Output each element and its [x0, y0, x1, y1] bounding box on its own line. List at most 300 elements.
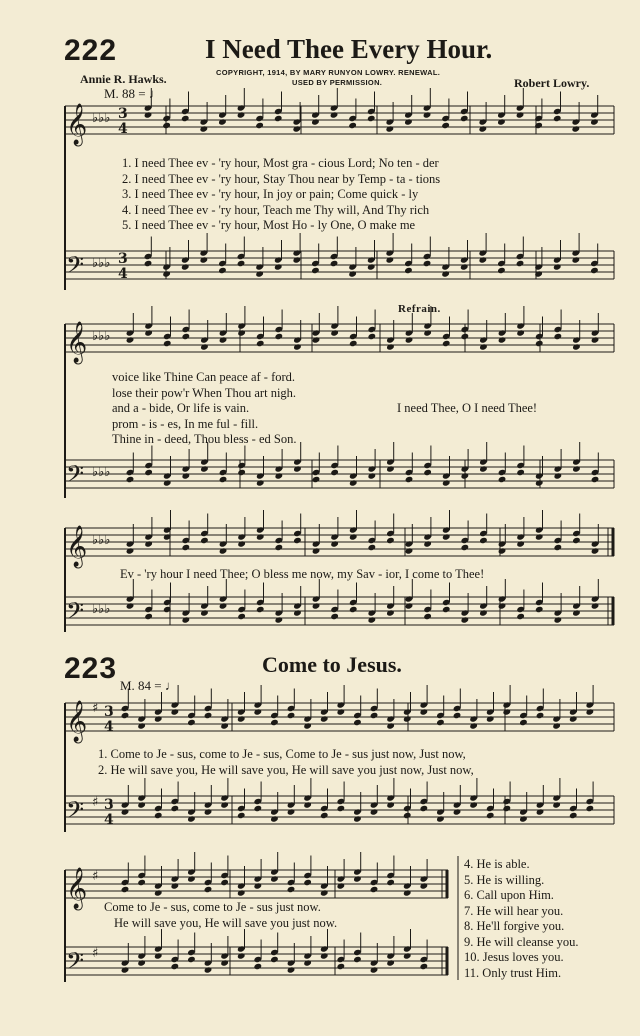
note-head	[497, 118, 506, 125]
note-head	[569, 812, 578, 819]
stanza-line: 11. Only trust Him.	[464, 965, 562, 980]
note-head	[536, 808, 545, 815]
note-head	[256, 533, 265, 540]
note-head	[554, 616, 563, 623]
note-head	[204, 712, 213, 719]
note-head	[200, 537, 209, 544]
note-head	[348, 122, 357, 129]
note-head	[553, 263, 562, 270]
note-head	[423, 613, 432, 620]
svg-text:♭♭♭: ♭♭♭	[92, 256, 111, 271]
svg-text:4: 4	[104, 812, 114, 828]
svg-text:𝄢: 𝄢	[66, 597, 85, 630]
verse-ending: and a - bide, Or life is vain.	[112, 401, 250, 415]
note-head	[270, 719, 279, 726]
verse-ending: voice like Thine Can peace af - ford.	[112, 370, 296, 384]
note-head	[420, 963, 429, 970]
svg-text:♯: ♯	[92, 795, 99, 810]
svg-text:𝄞: 𝄞	[66, 526, 88, 567]
note-head	[386, 959, 395, 966]
note-head	[237, 540, 246, 547]
note-head	[569, 715, 578, 722]
note-head	[386, 125, 395, 132]
note-head	[591, 602, 600, 609]
note-head	[187, 875, 196, 882]
music-credit: Robert Lowry.	[514, 76, 590, 90]
note-head	[442, 533, 451, 540]
note-head	[535, 479, 544, 486]
note-head	[441, 270, 450, 277]
note-head	[154, 952, 163, 959]
note-head	[311, 118, 320, 125]
note-head	[218, 267, 227, 274]
note-head	[204, 886, 213, 893]
note-head	[353, 875, 362, 882]
note-head	[270, 815, 279, 822]
note-head	[303, 801, 312, 808]
note-head	[237, 812, 246, 819]
note-head	[154, 812, 163, 819]
note-head	[353, 719, 362, 726]
note-head	[349, 533, 358, 540]
note-head	[144, 111, 153, 118]
note-head	[137, 801, 146, 808]
note-head	[386, 722, 395, 729]
note-head	[420, 882, 429, 889]
verse-line: 2. I need Thee ev - 'ry hour, Stay Thou near by Temp - ta - tions	[122, 171, 441, 186]
note-head	[349, 340, 358, 347]
note-head	[220, 722, 229, 729]
note-head	[349, 479, 358, 486]
note-head	[293, 256, 302, 263]
note-head	[460, 263, 469, 270]
note-head	[386, 343, 395, 350]
note-head	[163, 479, 172, 486]
stanza-line: 5. He is willing.	[464, 872, 545, 887]
note-head	[368, 333, 377, 340]
additional-stanzas	[464, 857, 579, 981]
note-head	[237, 889, 246, 896]
note-head	[536, 712, 545, 719]
note-head	[171, 882, 180, 889]
note-head	[320, 889, 329, 896]
note-head	[553, 115, 562, 122]
note-head	[554, 472, 563, 479]
note-head	[312, 547, 321, 554]
note-head	[405, 602, 414, 609]
note-head	[154, 715, 163, 722]
note-head	[121, 712, 130, 719]
verse-ending: lose their pow'r When Thou art nigh.	[112, 385, 297, 400]
note-head	[442, 479, 451, 486]
note-head	[162, 122, 171, 129]
note-head	[405, 476, 414, 483]
note-head	[182, 472, 191, 479]
note-head	[516, 540, 525, 547]
svg-text:3: 3	[104, 704, 114, 720]
note-head	[479, 537, 488, 544]
note-head	[121, 808, 130, 815]
note-head	[137, 722, 146, 729]
note-head	[237, 952, 246, 959]
note-head	[237, 715, 246, 722]
note-head	[144, 613, 153, 620]
svg-text:𝄞: 𝄞	[66, 701, 88, 742]
note-head	[370, 712, 379, 719]
note-head	[270, 956, 279, 963]
note-head	[442, 606, 451, 613]
note-head	[423, 469, 432, 476]
svg-text:♭♭♭: ♭♭♭	[92, 329, 111, 344]
note-head	[275, 616, 284, 623]
note-head	[405, 336, 414, 343]
note-head	[237, 469, 246, 476]
note-head	[237, 260, 246, 267]
note-head	[204, 966, 213, 973]
note-head	[535, 533, 544, 540]
note-head	[461, 616, 470, 623]
note-head	[403, 812, 412, 819]
note-head	[171, 708, 180, 715]
note-head	[460, 115, 469, 122]
stanza-line: 4. He is able.	[464, 857, 530, 871]
svg-text:𝄢: 𝄢	[66, 460, 85, 493]
svg-text:♯: ♯	[92, 701, 99, 716]
svg-text:4: 4	[104, 719, 114, 735]
note-head	[404, 118, 413, 125]
svg-text:♯: ♯	[92, 946, 99, 961]
verse-ending: Come to Je - sus, come to Je - sus just now.	[104, 900, 321, 914]
verse-ending: prom - is - es, In me ful - fill.	[112, 416, 259, 431]
note-head	[293, 465, 302, 472]
note-head	[486, 812, 495, 819]
note-head	[591, 547, 600, 554]
note-head	[498, 476, 507, 483]
note-head	[423, 540, 432, 547]
note-head	[498, 336, 507, 343]
note-head	[256, 479, 265, 486]
note-head	[144, 469, 153, 476]
note-head	[219, 476, 228, 483]
note-head	[572, 125, 581, 132]
stanza-line: 6. Call upon Him.	[464, 888, 554, 902]
svg-text:4: 4	[118, 266, 128, 282]
svg-text:4: 4	[118, 121, 128, 137]
note-head	[237, 111, 246, 118]
note-head	[126, 547, 135, 554]
note-head	[330, 613, 339, 620]
stanza-line: 8. He'll forgive you.	[464, 919, 565, 933]
note-head	[337, 963, 346, 970]
svg-text:3: 3	[118, 106, 128, 122]
svg-text:𝄞: 𝄞	[66, 868, 88, 909]
note-head	[386, 465, 395, 472]
note-head	[349, 606, 358, 613]
note-head	[368, 544, 377, 551]
note-head	[287, 808, 296, 815]
note-head	[287, 712, 296, 719]
note-head	[503, 805, 512, 812]
verse-line: 4. I need Thee ev - 'ry hour, Teach me Thy will, And Thy rich	[122, 202, 430, 217]
note-head	[479, 343, 488, 350]
note-head	[498, 602, 507, 609]
note-head	[275, 333, 284, 340]
note-head	[320, 952, 329, 959]
note-head	[320, 715, 329, 722]
note-head	[144, 540, 153, 547]
svg-text:𝄢: 𝄢	[66, 947, 85, 980]
note-head	[423, 111, 432, 118]
note-head	[187, 815, 196, 822]
note-head	[386, 801, 395, 808]
verse-line: 3. I need Thee ev - 'ry hour, In joy or pain; Come quick - ly	[122, 187, 419, 201]
note-head	[293, 609, 302, 616]
note-head	[303, 722, 312, 729]
note-head	[274, 115, 283, 122]
svg-text:𝄢: 𝄢	[66, 251, 85, 284]
note-head	[461, 544, 470, 551]
note-head	[181, 263, 190, 270]
note-head	[171, 963, 180, 970]
note-head	[137, 879, 146, 886]
note-head	[367, 115, 376, 122]
hymn-title-223: Come to Jesus.	[262, 652, 402, 677]
hymn-number: 222	[64, 34, 118, 67]
stanza-line: 7. He will hear you.	[464, 903, 564, 918]
note-head	[572, 343, 581, 350]
note-head	[293, 537, 302, 544]
note-head	[552, 801, 561, 808]
note-head	[516, 260, 525, 267]
note-head	[590, 118, 599, 125]
note-head	[503, 708, 512, 715]
note-head	[370, 966, 379, 973]
note-head	[204, 808, 213, 815]
note-head	[479, 125, 488, 132]
note-head	[469, 801, 478, 808]
note-head	[126, 602, 135, 609]
svg-text:♭♭♭: ♭♭♭	[92, 111, 111, 126]
note-head	[461, 472, 470, 479]
note-head	[453, 808, 462, 815]
note-head	[370, 808, 379, 815]
note-head	[516, 469, 525, 476]
verse-endings	[112, 370, 296, 448]
note-head	[586, 805, 595, 812]
note-head	[182, 333, 191, 340]
note-head	[591, 476, 600, 483]
note-head	[303, 879, 312, 886]
note-head	[516, 613, 525, 620]
note-head	[403, 889, 412, 896]
note-head	[370, 886, 379, 893]
note-head	[405, 547, 414, 554]
note-head	[200, 609, 209, 616]
note-head	[554, 333, 563, 340]
note-head	[436, 719, 445, 726]
note-head	[420, 805, 429, 812]
note-head	[220, 879, 229, 886]
note-head	[121, 886, 130, 893]
note-head	[254, 882, 263, 889]
note-head	[254, 963, 263, 970]
svg-text:𝄞: 𝄞	[66, 322, 88, 363]
note-head	[535, 606, 544, 613]
note-head	[270, 875, 279, 882]
note-head	[572, 609, 581, 616]
note-head	[330, 260, 339, 267]
note-head	[486, 715, 495, 722]
note-head	[436, 815, 445, 822]
note-head	[200, 125, 209, 132]
note-head	[330, 111, 339, 118]
note-head	[572, 537, 581, 544]
note-head	[442, 340, 451, 347]
refrain-line: Ev - 'ry hour I need Thee; O bless me now, my Sav - ior, I come to Thee!	[120, 567, 485, 581]
svg-text:𝄞: 𝄞	[66, 104, 88, 145]
note-head	[163, 340, 172, 347]
note-head	[303, 959, 312, 966]
note-head	[137, 959, 146, 966]
stanza-line: 9. He will cleanse you.	[464, 934, 579, 949]
note-head	[274, 263, 283, 270]
note-head	[171, 805, 180, 812]
note-head	[219, 336, 228, 343]
note-head	[200, 256, 209, 263]
note-head	[144, 329, 153, 336]
note-head	[187, 719, 196, 726]
note-head	[312, 336, 321, 343]
svg-text:3: 3	[104, 797, 114, 813]
note-head	[423, 260, 432, 267]
note-head	[441, 122, 450, 129]
note-head	[552, 722, 561, 729]
verse-line: 1. I need Thee ev - 'ry hour, Most gra - cious Lord; No ten - der	[122, 156, 439, 170]
note-head	[237, 613, 246, 620]
verse-line: 1. Come to Je - sus, come to Je - sus, Come to Je - sus just now, Just now,	[98, 747, 466, 761]
note-head	[403, 715, 412, 722]
note-head	[516, 329, 525, 336]
hymn-number-223: 223	[64, 652, 118, 685]
note-head	[330, 469, 339, 476]
note-head	[182, 544, 191, 551]
note-head	[254, 708, 263, 715]
svg-text:♭♭♭: ♭♭♭	[92, 533, 111, 548]
note-head	[330, 329, 339, 336]
note-head	[386, 879, 395, 886]
note-head	[386, 609, 395, 616]
note-head	[126, 336, 135, 343]
note-head	[220, 801, 229, 808]
note-head	[348, 270, 357, 277]
note-head	[535, 340, 544, 347]
svg-text:♭♭♭: ♭♭♭	[92, 602, 111, 617]
note-head	[181, 115, 190, 122]
note-head	[219, 602, 228, 609]
note-head	[256, 340, 265, 347]
note-head	[200, 465, 209, 472]
note-head	[497, 267, 506, 274]
note-head	[368, 616, 377, 623]
verse-lines	[122, 156, 440, 234]
note-head	[287, 966, 296, 973]
note-head	[144, 260, 153, 267]
note-head	[182, 616, 191, 623]
note-head	[126, 476, 135, 483]
note-head	[293, 343, 302, 350]
verse-ending: He will save you, He will save you just now.	[114, 915, 338, 930]
refrain-label: Refrain.	[398, 303, 441, 315]
stanza-line: 10. Jesus loves you.	[464, 950, 564, 964]
note-head	[353, 956, 362, 963]
note-head	[330, 540, 339, 547]
svg-text:𝄢: 𝄢	[66, 796, 85, 829]
note-head	[572, 465, 581, 472]
note-head	[353, 815, 362, 822]
svg-text:♭♭♭: ♭♭♭	[92, 465, 111, 480]
note-head	[187, 956, 196, 963]
note-head	[256, 606, 265, 613]
note-head	[420, 708, 429, 715]
note-head	[479, 609, 488, 616]
note-head	[498, 547, 507, 554]
tempo-marking: M. 88 = ♩	[104, 86, 162, 101]
note-head	[311, 267, 320, 274]
note-head	[479, 465, 488, 472]
note-head	[479, 256, 488, 263]
note-head	[275, 544, 284, 551]
verse-ending: Thine in - deed, Thou bless - ed Son.	[112, 432, 297, 446]
note-head	[121, 966, 130, 973]
note-head	[591, 336, 600, 343]
hymn-title: I Need Thee Every Hour.	[205, 34, 493, 64]
note-head	[386, 537, 395, 544]
note-head	[386, 256, 395, 263]
note-head	[590, 267, 599, 274]
note-head	[337, 882, 346, 889]
note-head	[572, 256, 581, 263]
note-head	[200, 343, 209, 350]
note-head	[293, 125, 302, 132]
tempo-marking-223: M. 84 = ♩	[120, 678, 178, 693]
note-head	[404, 267, 413, 274]
note-head	[255, 122, 264, 129]
note-head	[312, 476, 321, 483]
note-head	[254, 805, 263, 812]
verse-lines-223	[98, 747, 474, 778]
note-head	[218, 118, 227, 125]
note-head	[554, 544, 563, 551]
note-head	[453, 712, 462, 719]
note-head	[154, 889, 163, 896]
verse-endings-223	[104, 900, 337, 931]
note-head	[469, 722, 478, 729]
note-head	[320, 812, 329, 819]
verse-line: 2. He will save you, He will save you, He will save you just now, Just now,	[98, 762, 474, 777]
note-head	[255, 270, 264, 277]
note-head	[312, 602, 321, 609]
verse-line: 5. I need Thee ev - 'ry hour, Most Ho - ly One, O make me	[122, 218, 416, 232]
note-head	[237, 329, 246, 336]
note-head	[337, 708, 346, 715]
note-head	[162, 270, 171, 277]
svg-text:♯: ♯	[92, 869, 99, 884]
note-head	[367, 263, 376, 270]
note-head	[287, 886, 296, 893]
note-head	[337, 805, 346, 812]
note-head	[219, 547, 228, 554]
note-head	[586, 708, 595, 715]
